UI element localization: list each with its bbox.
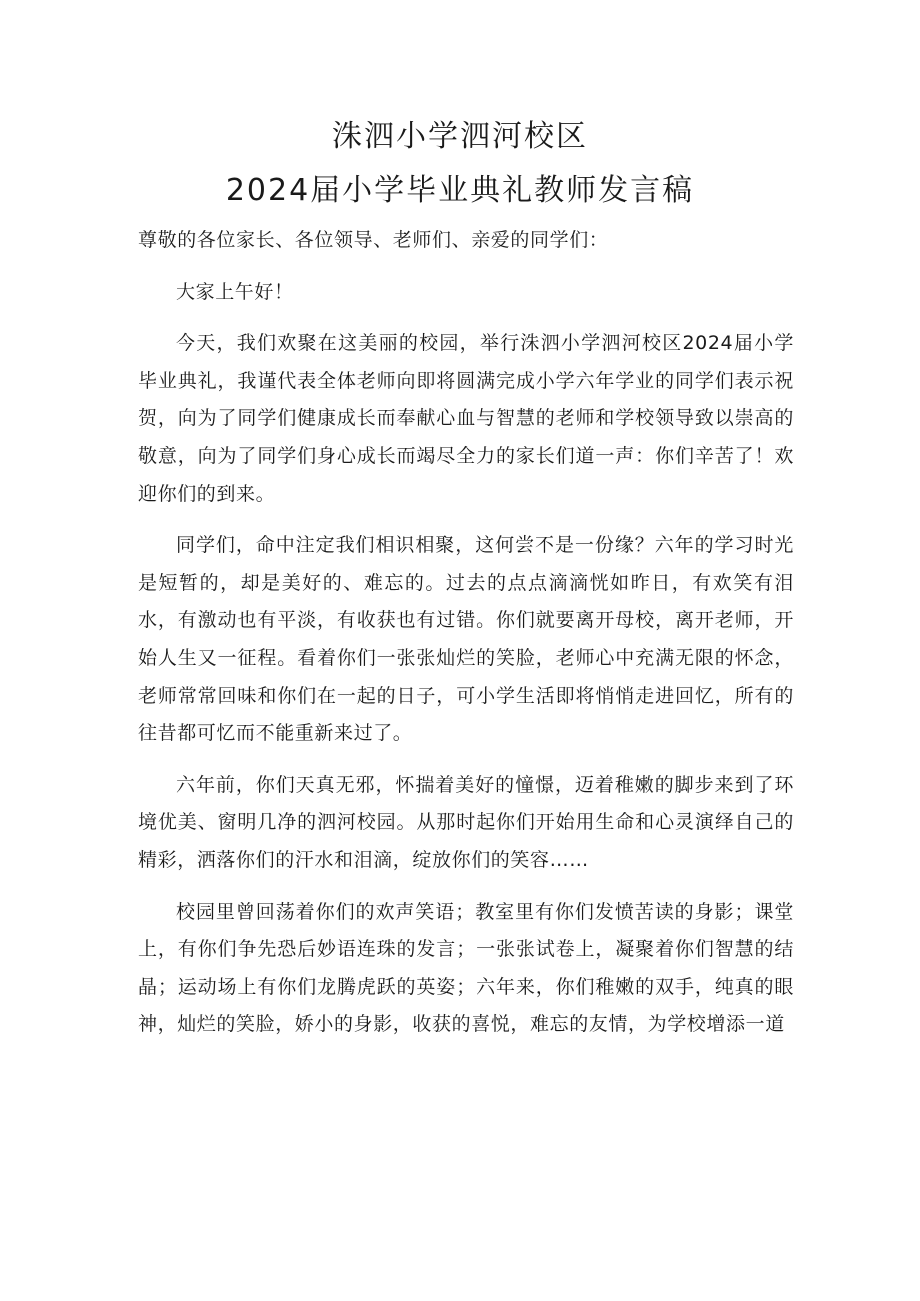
- title-speech-name: 2024届小学毕业典礼教师发言稿: [225, 173, 695, 208]
- paragraph-greeting: 大家上午好！: [176, 280, 294, 303]
- paragraph-memories: 同学们，命中注定我们相识相聚，这何尝不是一份缘？六年的学习时光是短暂的，却是美好的、难忘的。过去的点点滴滴恍如昨日，有欢笑有泪水，有激动也有平淡，有收获也有过错。你们就要离开母校，离开老师，开始人生又一征程。看着你们一张张灿烂的笑脸，老师心中充满无限的怀念，老师常常回味和你们在一起的日子，可小学生活即将悄悄走进回忆，所有的往昔都可忆而不能重新来过了。: [138, 534, 794, 745]
- title-school-name: 洙泗小学泗河校区: [332, 119, 588, 154]
- paragraph-six-years-ago: 六年前，你们天真无邪，怀揣着美好的憧憬，迈着稚嫩的脚步来到了环境优美、窗明几净的泗河校园。从那时起你们开始用生命和心灵演绎自己的精彩，洒落你们的汗水和泪滴，绽放你们的笑容……: [138, 773, 794, 871]
- salutation: 尊敬的各位家长、各位领导、老师们、亲爱的同学们：: [138, 229, 609, 251]
- paragraph-opening: 今天，我们欢聚在这美丽的校园，举行洙泗小学泗河校区2024届小学毕业典礼，我谨代表全体老师向即将圆满完成小学六年学业的同学们表示祝贺，向为了同学们健康成长而奉献心血与智慧的老师和学校领导致以崇高的敬意，向为了同学们身心成长而竭尽全力的家长们道一声：你们辛苦了！欢迎你们的到来。: [138, 332, 794, 505]
- document-title: [0, 110, 920, 218]
- paragraph-campus-life: 校园里曾回荡着你们的欢声笑语；教室里有你们发愤苦读的身影；课堂上，有你们争先恐后妙语连珠的发言；一张张试卷上，凝聚着你们智慧的结晶；运动场上有你们龙腾虎跃的英姿；六年来，你们稚嫩的双手，纯真的眼神，灿烂的笑脸，娇小的身影，收获的喜悦，难忘的友情，为学校增添一道: [138, 900, 794, 1036]
- speech-body: [138, 222, 794, 1058]
